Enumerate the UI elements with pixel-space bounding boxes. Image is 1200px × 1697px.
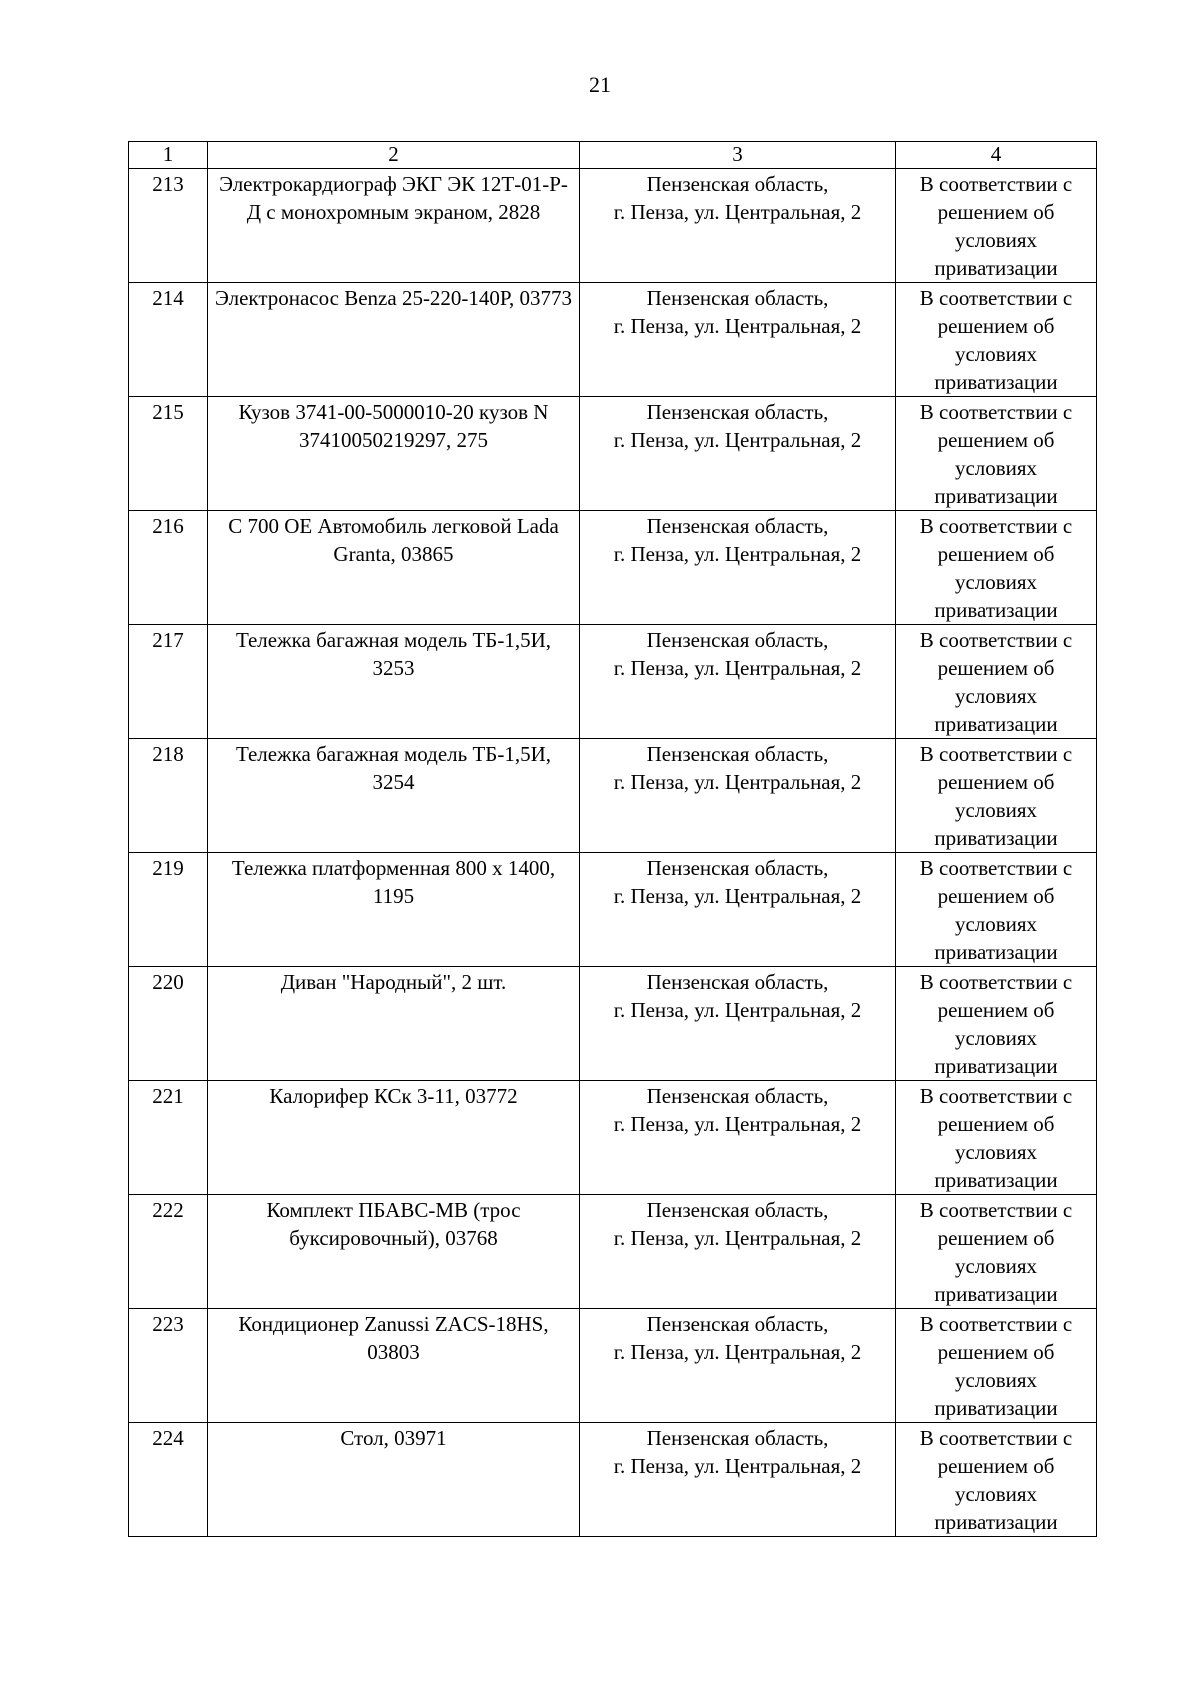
location-cell: Пензенская область, г. Пенза, ул. Центральная, 2	[580, 853, 896, 967]
table-row	[129, 1195, 1097, 1309]
location-cell: Пензенская область, г. Пенза, ул. Центральная, 2	[580, 1081, 896, 1195]
table-header-row	[129, 142, 1097, 169]
row-number-cell: 217	[129, 625, 208, 739]
table-row	[129, 739, 1097, 853]
item-name-cell: Диван "Народный", 2 шт.	[208, 967, 580, 1081]
column-header-3: 3	[580, 142, 896, 169]
table-row	[129, 511, 1097, 625]
condition-cell: В соответствии с решением об условиях приватизации	[896, 853, 1097, 967]
column-header-1: 1	[129, 142, 208, 169]
location-cell: Пензенская область, г. Пенза, ул. Центральная, 2	[580, 1195, 896, 1309]
item-name-cell: Электронасос Benza 25-220-140Р, 03773	[208, 283, 580, 397]
page-number: 21	[589, 72, 611, 97]
property-table	[128, 141, 1097, 1537]
table-row	[129, 283, 1097, 397]
item-name-cell: Кондиционер Zanussi ZACS-18HS, 03803	[208, 1309, 580, 1423]
location-cell: Пензенская область, г. Пенза, ул. Центральная, 2	[580, 283, 896, 397]
location-cell: Пензенская область, г. Пенза, ул. Центральная, 2	[580, 1423, 896, 1537]
location-cell: Пензенская область, г. Пенза, ул. Центральная, 2	[580, 511, 896, 625]
row-number-cell: 213	[129, 169, 208, 283]
item-name-cell: Тележка платформенная 800 x 1400, 1195	[208, 853, 580, 967]
table-row	[129, 625, 1097, 739]
condition-cell: В соответствии с решением об условиях приватизации	[896, 397, 1097, 511]
row-number-cell: 219	[129, 853, 208, 967]
location-cell: Пензенская область, г. Пенза, ул. Центральная, 2	[580, 1309, 896, 1423]
row-number-cell: 224	[129, 1423, 208, 1537]
condition-cell: В соответствии с решением об условиях приватизации	[896, 1423, 1097, 1537]
location-cell: Пензенская область, г. Пенза, ул. Центральная, 2	[580, 967, 896, 1081]
table-row	[129, 853, 1097, 967]
item-name-cell: Калорифер КСк 3-11, 03772	[208, 1081, 580, 1195]
item-name-cell: Тележка багажная модель ТБ-1,5И, 3253	[208, 625, 580, 739]
location-cell: Пензенская область, г. Пенза, ул. Центральная, 2	[580, 169, 896, 283]
item-name-cell: Тележка багажная модель ТБ-1,5И, 3254	[208, 739, 580, 853]
column-header-4: 4	[896, 142, 1097, 169]
condition-cell: В соответствии с решением об условиях приватизации	[896, 1309, 1097, 1423]
row-number-cell: 220	[129, 967, 208, 1081]
row-number-cell: 215	[129, 397, 208, 511]
row-number-cell: 223	[129, 1309, 208, 1423]
table-row	[129, 397, 1097, 511]
item-name-cell: Электрокардиограф ЭКГ ЭК 12Т-01-Р-Д с монохромным экраном, 2828	[208, 169, 580, 283]
row-number-cell: 216	[129, 511, 208, 625]
row-number-cell: 214	[129, 283, 208, 397]
condition-cell: В соответствии с решением об условиях приватизации	[896, 169, 1097, 283]
column-header-2: 2	[208, 142, 580, 169]
item-name-cell: С 700 ОЕ Автомобиль легковой Lada Granta, 03865	[208, 511, 580, 625]
item-name-cell: Комплект ПБАВС-МВ (трос буксировочный), 03768	[208, 1195, 580, 1309]
condition-cell: В соответствии с решением об условиях приватизации	[896, 1081, 1097, 1195]
condition-cell: В соответствии с решением об условиях приватизации	[896, 1195, 1097, 1309]
item-name-cell: Кузов 3741-00-5000010-20 кузов N 37410050219297, 275	[208, 397, 580, 511]
table-row	[129, 1423, 1097, 1537]
condition-cell: В соответствии с решением об условиях приватизации	[896, 283, 1097, 397]
row-number-cell: 221	[129, 1081, 208, 1195]
table-row	[129, 1081, 1097, 1195]
condition-cell: В соответствии с решением об условиях приватизации	[896, 739, 1097, 853]
table-row	[129, 169, 1097, 283]
row-number-cell: 218	[129, 739, 208, 853]
condition-cell: В соответствии с решением об условиях приватизации	[896, 511, 1097, 625]
condition-cell: В соответствии с решением об условиях приватизации	[896, 625, 1097, 739]
condition-cell: В соответствии с решением об условиях приватизации	[896, 967, 1097, 1081]
table-row	[129, 1309, 1097, 1423]
item-name-cell: Стол, 03971	[208, 1423, 580, 1537]
location-cell: Пензенская область, г. Пенза, ул. Центральная, 2	[580, 739, 896, 853]
location-cell: Пензенская область, г. Пенза, ул. Центральная, 2	[580, 397, 896, 511]
table-row	[129, 967, 1097, 1081]
row-number-cell: 222	[129, 1195, 208, 1309]
location-cell: Пензенская область, г. Пенза, ул. Центральная, 2	[580, 625, 896, 739]
